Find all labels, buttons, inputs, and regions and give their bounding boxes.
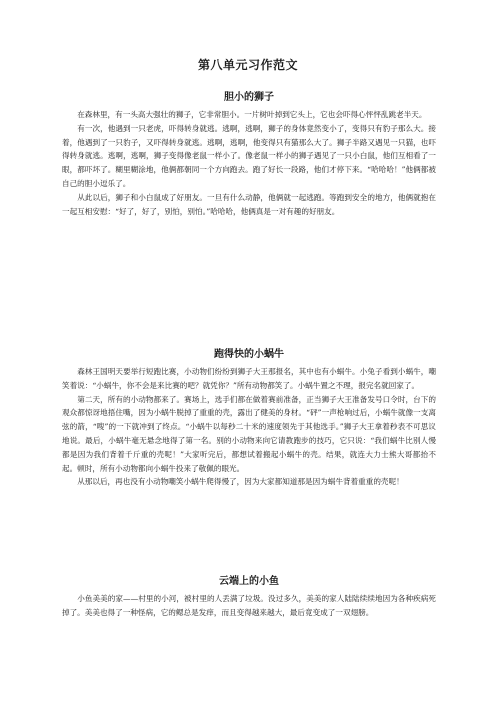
essay-paragraph: 第二天，所有的小动物都来了。赛场上，选手们都在做着赛前准备，正当狮子大王准备发号口令时，台下的观众都惊讶地捂住嘴，因为小蜗牛脱掉了重重的壳，露出了健美的身材。“砰”一声枪响过后，小蜗牛就像一支离弦的箭，“嗖”的一下就冲到了终点。“小蜗牛以每秒二十米的速度领先于其他选手。”狮子大王拿着秒表不可思议地说。最后，小蜗牛毫无悬念地得了第一名。别的小动物来向它请教跑步的技巧，它只说：“我们蜗牛比别人慢都是因为我们背着千斤重的壳呢！”大家听完后，都想试着搬起小蜗牛的壳。结果，就连大力士熊大哥都抬不起。顿时，所有小动物都向小蜗牛投来了敬佩的眼光。 <box>62 394 436 473</box>
essay-section-timid-lion <box>62 88 436 218</box>
essay-paragraph: 有一次，他遇到一只老虎，吓得转身就逃。逃啊，逃啊，狮子的身体竟然变小了，变得只有豹子那么大。接着，他遇到了一只豹子，又吓得转身就逃。逃啊，逃啊，他变得只有猫那么大了。狮子半路又遇见一只猫，也吓得转身就逃。逃啊，逃啊，狮子变得像老鼠一样小了。像老鼠一样小的狮子遇见了一只小白鼠，他们互相看了一眼，都吓坏了。糊里糊涂地，他俩都朝同一个方向跑去。跑了好长一段路，他们才停下来。“哈哈哈！”他俩都被自己的胆小逗乐了。 <box>62 123 436 188</box>
essay-paragraph: 小鱼美美的家——村里的小河，被村里的人丢满了垃圾。没过多久，美美的家人陆陆续续地因为各种疾病死掉了。美美也得了一种怪病，它的鳃总是发痒，而且变得越来越大，最后竟变成了一双翅膀。 <box>62 594 436 617</box>
essay-title: 胆小的狮子 <box>224 92 274 103</box>
document-title: 第八单元习作范文 <box>197 58 298 72</box>
essay-title: 云端上的小鱼 <box>219 576 279 587</box>
essay-section-fast-snail <box>62 345 436 489</box>
essay-paragraph: 在森林里，有一头高大强壮的狮子，它非常胆小。一片树叶掉到它头上，它也会吓得心怦怦乱跳老半天。 <box>77 110 427 119</box>
essay-paragraph: 森林王国明天要举行短跑比赛，小动物们纷纷到狮子大王那报名，其中也有小蜗牛。小兔子看到小蜗牛，嘲笑着说：“小蜗牛，你不会是来比赛的吧？就凭你？”所有动物都笑了。小蜗牛置之不理，报完名就回家了。 <box>62 367 436 390</box>
essay-paragraph: 从此以后，狮子和小白鼠成了好朋友。一旦有什么动静，他俩就一起逃跑。等跑到安全的地方，他俩就抱在一起互相安慰：“好了，好了，别怕，别怕。”哈哈哈，他俩真是一对有趣的好朋友。 <box>62 192 436 216</box>
essay-paragraph: 从那以后，再也没有小动物嘲笑小蜗牛爬得慢了，因为大家都知道那是因为蜗牛背着重重的壳呢！ <box>77 477 404 487</box>
essay-section-cloud-fish <box>62 572 436 620</box>
essay-title: 跑得快的小蜗牛 <box>214 349 284 360</box>
